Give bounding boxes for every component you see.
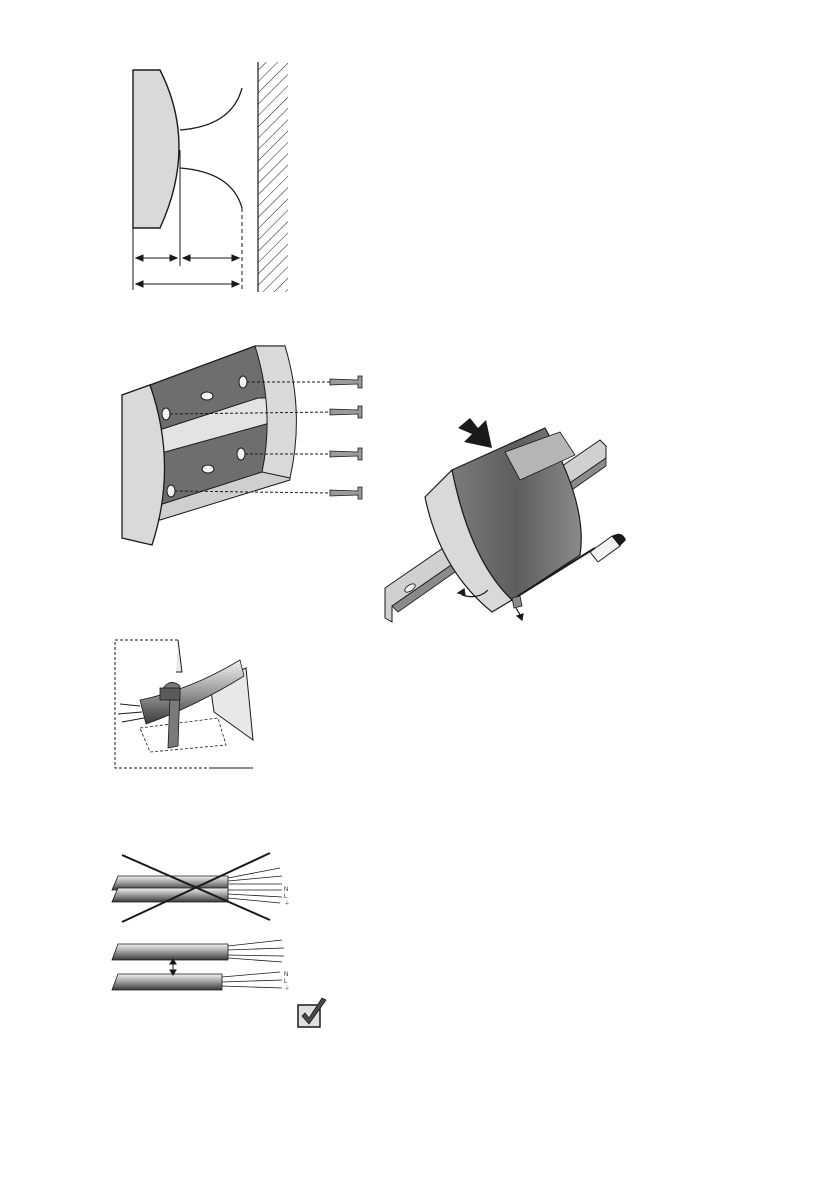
bundled-cables-incorrect	[112, 868, 290, 907]
strain-relief-base	[140, 718, 226, 752]
dimension-arrow-gap	[183, 255, 239, 261]
clearance-curve-upper	[180, 88, 242, 130]
separation-arrow-icon	[170, 959, 176, 975]
mounting-hole	[237, 448, 245, 460]
separated-cables-correct	[112, 940, 290, 992]
dimension-arrow-depth	[136, 255, 177, 261]
cable-tie-figure	[115, 640, 253, 768]
mounting-hole	[162, 408, 170, 420]
cable-upper	[112, 944, 228, 960]
screw-icon	[330, 376, 362, 388]
cable-wires	[118, 704, 144, 722]
wire-label-n: N	[284, 972, 289, 978]
screw-icon	[330, 448, 362, 460]
mounting-hole	[239, 376, 247, 388]
device-housing-side	[133, 70, 179, 228]
clearance-curve-lower	[180, 168, 242, 208]
wire-label-earth: ⏚	[284, 986, 291, 992]
screw-icon	[330, 406, 362, 418]
wire-label-l: L	[284, 894, 288, 900]
push-down-arrow-icon	[458, 418, 492, 448]
release-clip	[512, 596, 522, 608]
mounting-box-figure	[122, 346, 362, 545]
wall-hatching	[258, 62, 288, 292]
wire-label-earth: ⏚	[284, 901, 291, 907]
check-box-icon	[298, 998, 326, 1027]
wire-label-n: N	[284, 887, 289, 893]
screws	[330, 376, 362, 499]
wall-clearance-figure	[133, 62, 288, 292]
release-arrow-icon	[516, 608, 523, 620]
screw-icon	[330, 487, 362, 499]
cable-separation-figure	[112, 853, 326, 1027]
mounting-hole	[202, 465, 214, 473]
din-rail-figure	[385, 418, 626, 622]
mounting-hole	[201, 392, 213, 400]
dimension-arrow-total	[136, 281, 239, 287]
wire-label-l: L	[284, 979, 288, 985]
cable-tie-head	[160, 688, 180, 700]
mounting-hole	[167, 485, 175, 497]
cable-lower	[112, 974, 222, 990]
